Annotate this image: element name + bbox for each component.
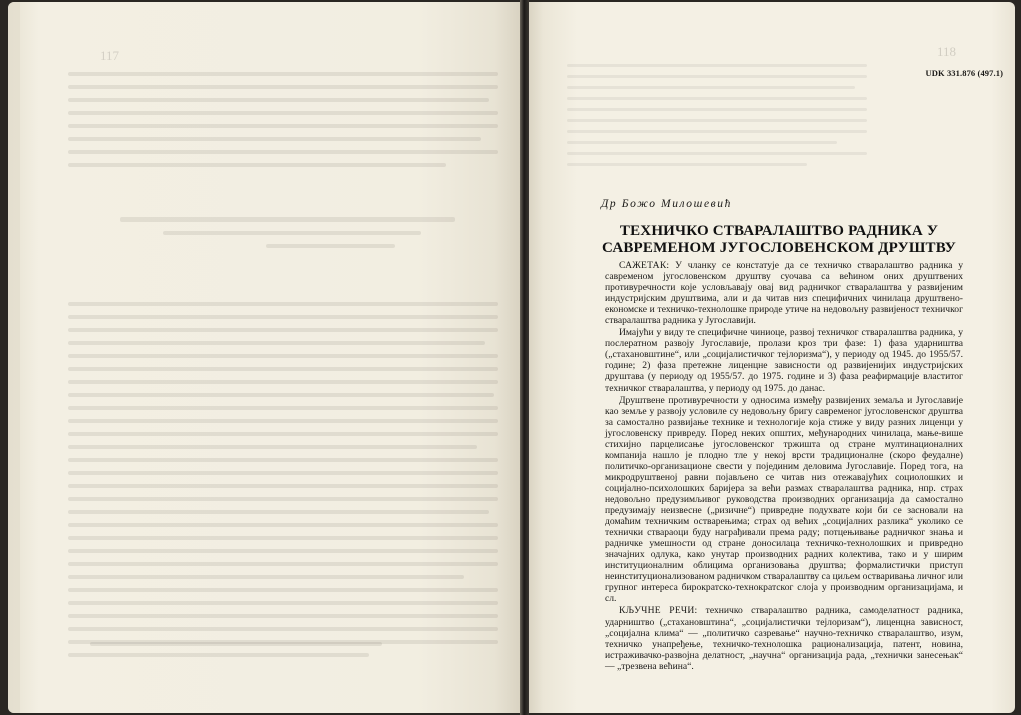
abstract-keywords-paragraph (605, 605, 963, 671)
left-ghost-text-body (68, 302, 498, 666)
book-gutter (520, 0, 529, 715)
article-title-line-2: САВРЕМЕНОМ ЈУГОСЛОВЕНСКОМ ДРУШТВУ (602, 240, 956, 256)
article-title-line-1: ТЕХНИЧКО СТВАРАЛАШТВО РАДНИКА У (619, 223, 939, 239)
abstract-summary-paragraph (605, 260, 963, 326)
left-ghost-footer (68, 642, 498, 655)
left-page (8, 2, 520, 713)
article-abstract (605, 260, 963, 673)
abstract-keywords-text: техничко стваралаштво радника, самоделатност радника, ударништво („стахановштина“, „социјалистички тејлоризам“), лиценцна зависност, „социјална клима“ — „политичко сазревање“ научно-техничко стваралаштво, изум, техничко унапређење, техничко-технолошка рационализација, патент, новина, истраживачко-развојна делатност, „научна“ организација рада, „технички занесењак“ — „трезвена већина“. (605, 605, 963, 672)
abstract-paragraph-2: Имајући у виду те специфичне чиниоце, развој техничког стваралаштва радника, у послератном развоју Југославије, пролази кроз три фазе: 1) фаза ударништва („стахановштине“, или „социјалистичког тејлоризма“), у периоду од 1945. до 1955/57. године; 2) фаза претежне лиценцне зависности од развијенијих индустријских друштава (у периоду од 1955/57. до 1975. године и 3) фаза реафирмације властитог техничког стваралаштва, у периоду од 1975. до данас. (605, 327, 963, 394)
article-author: Др Божо Милошевић (601, 198, 732, 210)
right-ghost-page-number: 118 (937, 44, 957, 59)
right-ghost-text (567, 64, 867, 174)
article-title (589, 223, 969, 257)
abstract-paragraph-3: Друштвене противуречности у односима између развијених земаља и Југославије као земље у развоју условиле су недовољну бригу савременог југословенског друштва за самостално развијање технике и технологије која стиже у виду разних лиценци у југословенску привреду. Поред неких општих, међународних чинилаца, мање-више стихијно парцелисање југословенског тржишта од стране мултинационалних компанија нашло је плодно тле у некој врсти традиционалне (скоро феудалне) политичко-организационе свести у појединим деловима Југославије. Поред тога, на микродруштвеној равни појављено се читав низ отежавајућих социолошких и социјално-психолошких баријера за већи размах стваралаштва радника, нпр. страх недовољно предузимљивог руководства производних организација да самостално предузимају неизвесне („ризичне“) привредне подухвате који би се засновали на домаћим техничким остварењима; страх од већих „социјалних разлика“ уколико се технички ствараоци буду награђивали према раду; потцењивање радничког знања и радничке умешности од стране доносилаца техничко-технолошких и привредно значајних одлука, како унутар производних радних колектива, тако и у ширим институционалним облицима организовања друштва; формалистички приступ неинституционализованом радничком стваралаштву са циљем остваривања личног или групног интереса бирократско-технократског слоја у производним организацијама, и сл. (605, 394, 963, 605)
left-ghost-page-number: 117 (100, 48, 120, 63)
abstract-summary-text: У чланку се констатује да се техничко стваралаштво радника у савременом југословенском друштву суочава са већином оних друштвених противуречности које условљавају овај вид радничког стваралаштва у развијеним индустријским друштвима, али и да читав низ специфичних чинилаца друштвено-економске и техничко-технолошке природе утиче на недовољну развијеност техничког стваралаштва радника у Југославији. (605, 260, 963, 327)
abstract-summary-label: САЖЕТАК: (619, 260, 670, 271)
left-ghost-text-top (68, 72, 498, 176)
abstract-keywords-label: КЉУЧНЕ РЕЧИ: (619, 605, 698, 617)
left-ghost-heading (68, 217, 498, 257)
right-page (529, 2, 1015, 713)
udk-classification: UDK 331.876 (497.1) (925, 68, 1003, 78)
